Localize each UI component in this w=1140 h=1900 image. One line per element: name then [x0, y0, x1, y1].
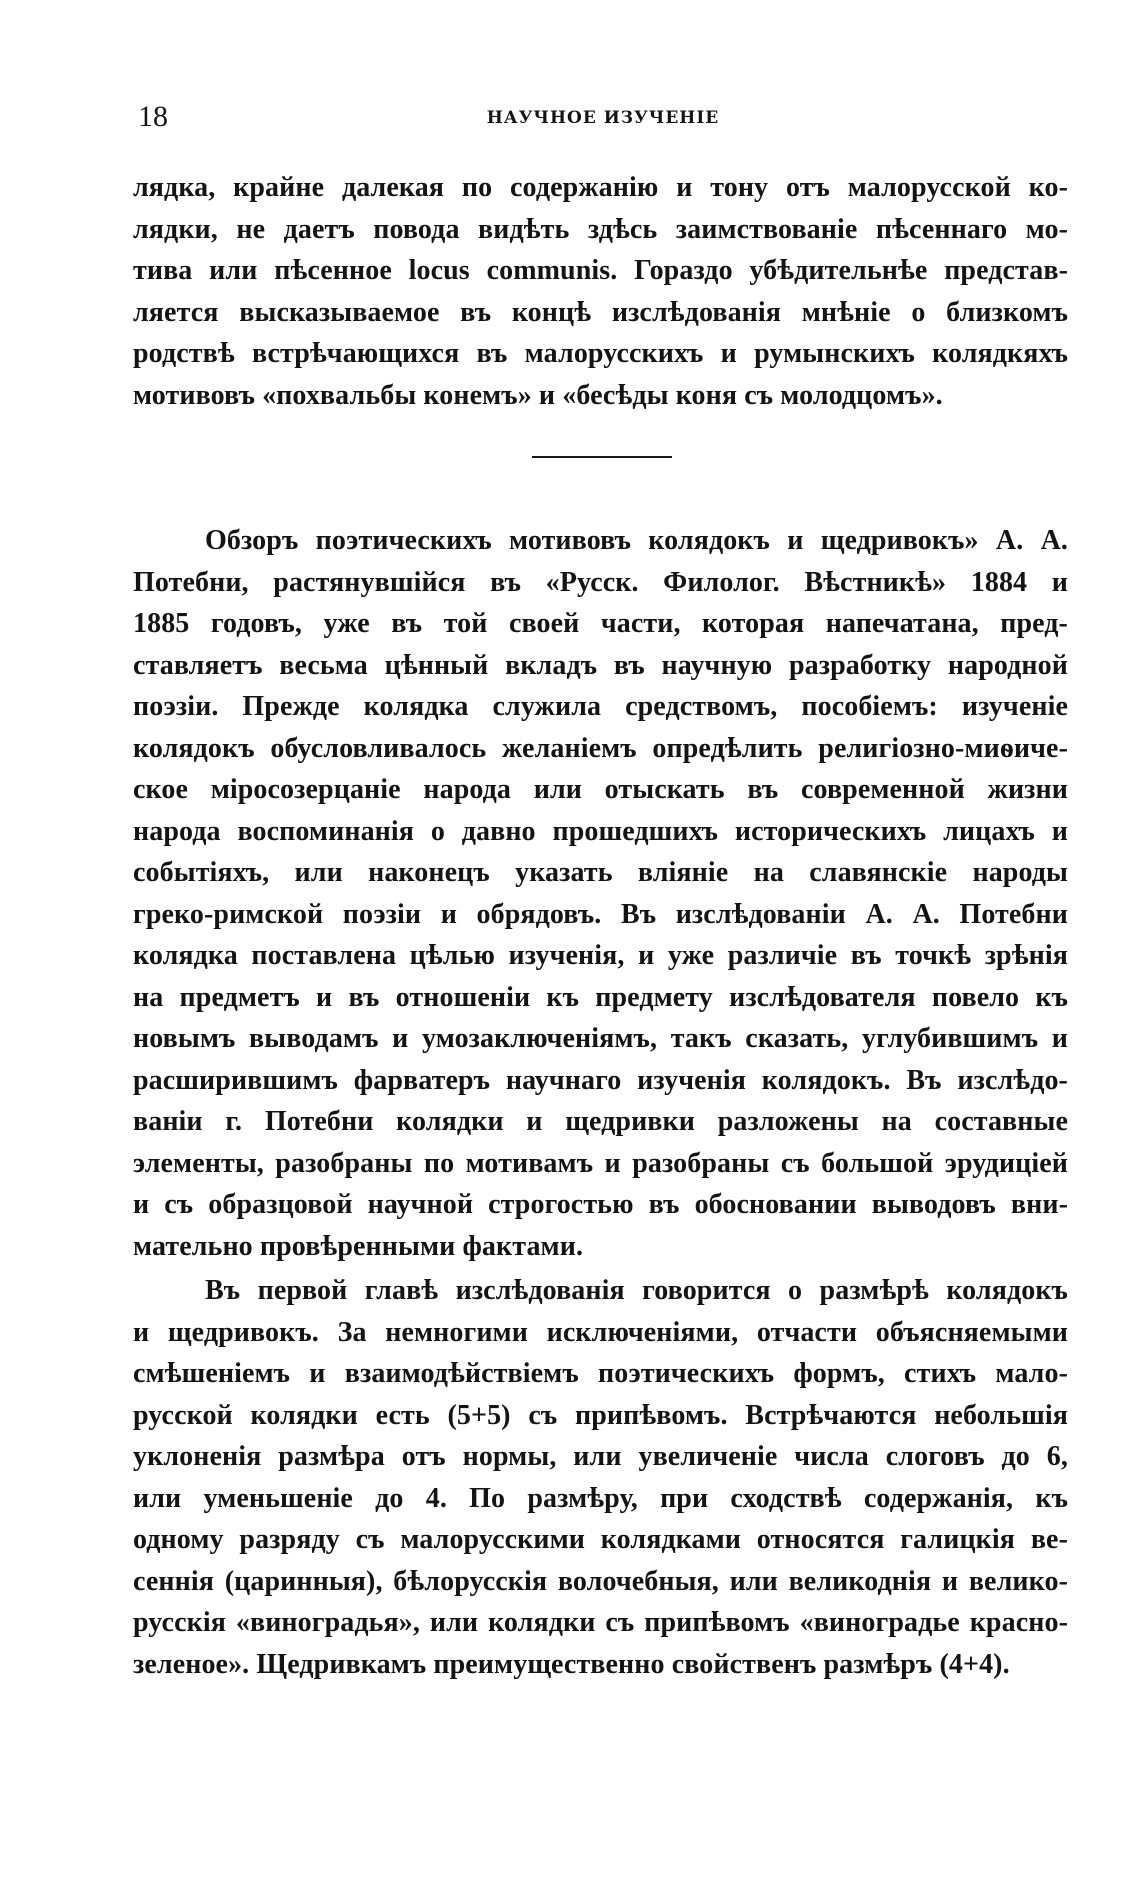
text-line: и съ образцовой научной строгостью въ обосновании выводовъ вни- — [133, 1189, 1068, 1220]
text-line: греко-римской поэзіи и обрядовъ. Въ изслѣдованіи А. А. Потебни — [133, 898, 1068, 930]
text-line: лядка, крайне далекая по содержанію и тону отъ малорусской ко- — [133, 172, 1068, 203]
text-line: ское міросозерцаніе народа или отыскать въ современной жизни — [133, 774, 1068, 805]
section-divider — [532, 456, 672, 458]
text-line: поэзіи. Прежде колядка служила средствомъ, пособіемъ: изученіе — [133, 691, 1068, 722]
text-line: или уменьшеніе до 4. По размѣру, при сходствѣ содержанія, къ — [133, 1482, 1068, 1514]
text-line: мотивовъ «похвальбы конемъ» и «бесѣды коня съ молодцомъ». — [133, 379, 943, 411]
text-line: родствѣ встрѣчающихся въ малорусскихъ и румынскихъ колядкяхъ — [133, 338, 1068, 369]
text-line: ваніи г. Потебни колядки и щедривки разложены на составные — [133, 1106, 1068, 1137]
text-line: колядокъ обусловливалось желаніемъ опредѣлить религіозно-миѳиче- — [133, 732, 1068, 764]
paragraph-review — [133, 520, 1068, 1267]
text-line: и щедривокъ. За немногими исключеніями, отчасти объясняемыми — [133, 1316, 1068, 1348]
text-line: ставляетъ весьма цѣнный вкладъ въ научную разработку народной — [133, 649, 1068, 681]
text-line: зеленое». Щедривкамъ преимущественно свойственъ размѣръ (4+4). — [133, 1648, 1010, 1680]
text-line: событіяхъ, или наконецъ указать вліяніе на славянскіе народы — [133, 857, 1068, 888]
text-line: Въ первой главѣ изслѣдованія говорится о размѣрѣ колядокъ — [205, 1275, 1068, 1306]
running-title: НАУЧНОЕ ИЗУЧЕНІЕ — [486, 108, 720, 128]
page-number: 18 — [138, 100, 168, 133]
paragraph-chapter-one — [133, 1270, 1068, 1685]
text-line: расширившимъ фарватеръ научнаго изученія колядокъ. Въ изслѣдо- — [133, 1064, 1068, 1096]
text-line: новымъ выводамъ и умозаключеніямъ, такъ сказать, углубившимъ и — [133, 1023, 1068, 1054]
text-line: 1885 годовъ, уже въ той своей части, которая напечатана, пред- — [133, 608, 1068, 639]
text-line: колядка поставлена цѣлью изученія, и уже различіе въ точкѣ зрѣнія — [133, 940, 1068, 971]
text-line: мательно провѣренными фактами. — [133, 1230, 584, 1262]
text-line: одному разряду съ малорусскими колядками относятся галицкія ве- — [133, 1524, 1068, 1555]
text-line: ляется высказываемое въ концѣ изслѣдованія мнѣніе о близкомъ — [133, 296, 1068, 328]
text-line: сеннія (царинныя), бѣлорусскія волочебныя, или великоднія и велико- — [133, 1565, 1068, 1597]
text-line: русскія «виноградья», или колядки съ припѣвомъ «виноградье красно- — [133, 1607, 1068, 1638]
text-line: Обзоръ поэтическихъ мотивовъ колядокъ и щедривокъ» А. А. — [205, 525, 1068, 556]
text-line: смѣшеніемъ и взаимодѣйствіемъ поэтическихъ формъ, стихъ мало- — [133, 1358, 1068, 1389]
text-line: тива или пѣсенное locus communis. Гораздо убѣдительнѣе представ- — [133, 255, 1068, 286]
text-line: русской колядки есть (5+5) съ припѣвомъ. Встрѣчаются небольшія — [133, 1399, 1068, 1431]
text-line: элементы, разобраны по мотивамъ и разобраны съ большой эрудиціей — [133, 1147, 1068, 1179]
text-line: народа воспоминанія о давно прошедшихъ историческихъ лицахъ и — [133, 815, 1068, 847]
text-line: Потебни, растянувшійся въ «Русск. Филолог. Вѣстникѣ» 1884 и — [133, 566, 1068, 598]
page-header — [138, 100, 1068, 140]
text-line: на предметъ и въ отношеніи къ предмету изслѣдователя повело къ — [133, 981, 1068, 1013]
text-line: лядки, не даетъ повода видѣть здѣсь заимствованіе пѣсеннаго мо- — [133, 213, 1068, 245]
top-paragraph — [133, 167, 1068, 416]
text-line: уклоненія размѣра отъ нормы, или увеличеніе числа слоговъ до 6, — [133, 1441, 1068, 1472]
